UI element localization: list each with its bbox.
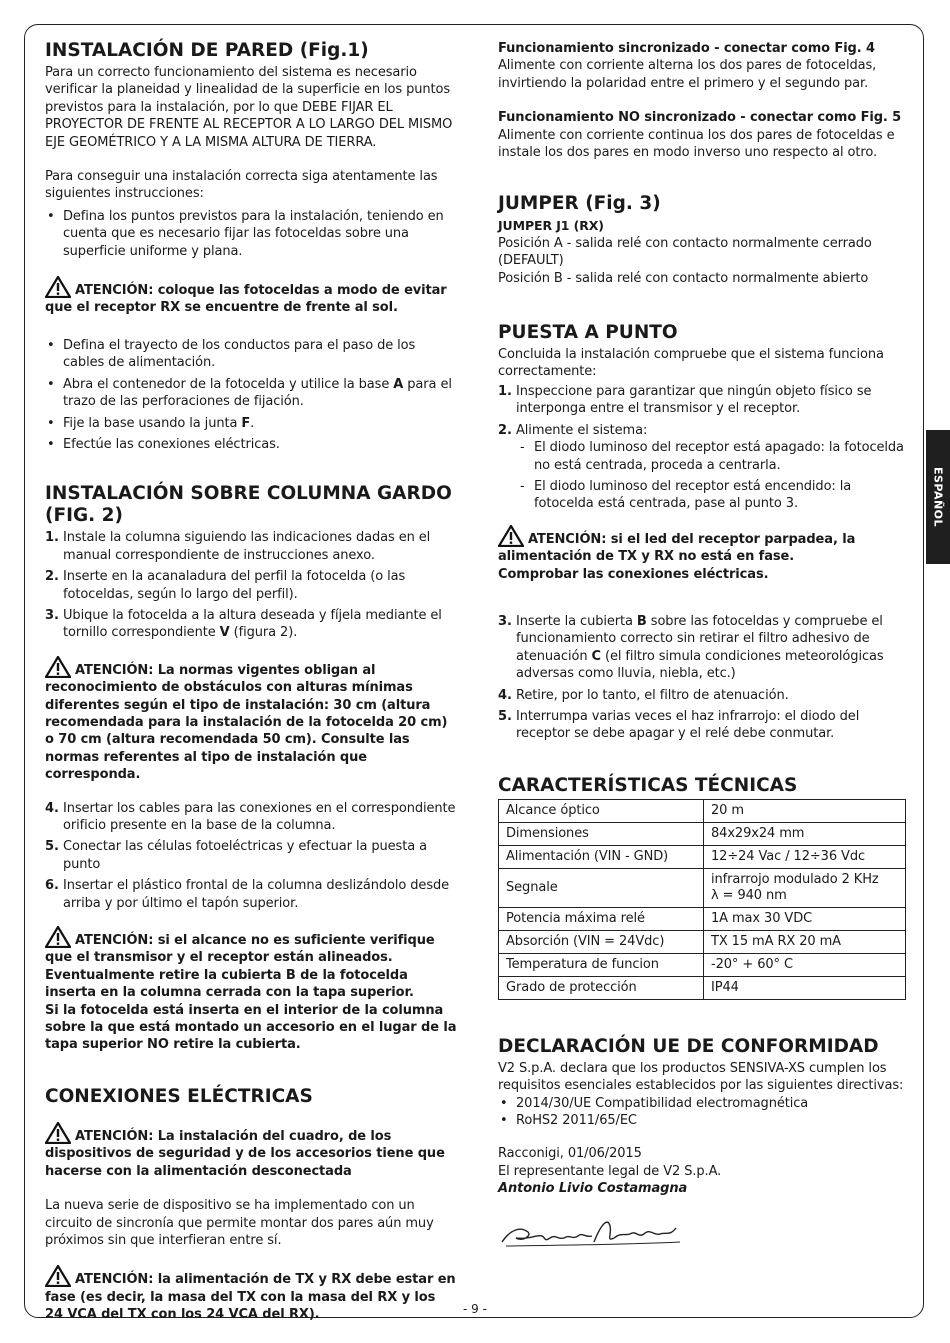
left-column: [45, 40, 457, 1324]
bullet-list: [45, 337, 457, 453]
list-item: - El diodo luminoso del receptor está apagado: la fotocelda no está centrada, proceda a centrarla.: [516, 439, 908, 474]
list-item: • Abra el contenedor de la fotocelda y utilice la base A para el trazo de las perforaciones de fijación.: [45, 376, 457, 411]
list-item: 4. Insertar los cables para las conexiones en el correspondiente orificio presente en la base de la columna.: [45, 800, 456, 833]
warning-icon: [45, 1129, 75, 1144]
list-item: • Defina el trayecto de los conductos para el paso de los cables de alimentación.: [45, 337, 457, 372]
language-tab-label: ESPAÑOL: [931, 466, 945, 528]
list-item: 2. Inserte en la acanaladura del perfil la fotocelda (o las fotoceldas, según lo largo del perfil).: [45, 569, 406, 602]
list-item: 4. Retire, por lo tanto, el filtro de atenuación.: [498, 687, 789, 703]
list-item: 5. Conectar las células fotoeléctricas y efectuar la puesta a punto: [45, 839, 427, 872]
section-title-specs: CARACTERÍSTICAS TÉCNICAS: [498, 774, 798, 796]
list-item: 3. Inserte la cubierta B sobre las fotoceldas y compruebe el funcionamiento correcto sin retirar el filtro adhesivo de atenuación C (el filtro simula condiciones meteorológicas adversas como lluvia, niebla, etc.): [498, 613, 884, 682]
warning-block: ATENCIÓN: si el alcance no es suficiente verifique que el transmisor y el receptor están alineados. Eventualmente retire la cubierta B de la fotocelda inserta en la columna cerrada con la tapa superior. Si la fotocelda está inserta en el interior de la columna sobre la que está montado un accesorio en el lugar de la tapa superior NO retire la cubierta.: [45, 926, 457, 1054]
list-item: • 2014/30/UE Compatibilidad electromagnética: [498, 1095, 908, 1112]
paragraph: Posición B - salida relé con contacto normalmente abierto: [498, 270, 869, 286]
list-item: • Fije la base usando la junta F.: [45, 415, 457, 432]
subheading: JUMPER J1 (RX): [498, 218, 604, 234]
list-item: - El diodo luminoso del receptor está encendido: la fotocelda está centrada, pase al punto 3.: [516, 478, 908, 513]
table-row: Grado de protección IP44: [499, 976, 906, 999]
signatory-name: Antonio Livio Costamagna: [498, 1181, 688, 1197]
table-row: Dimensiones 84x29x24 mm: [499, 822, 906, 845]
list-item: • Defina los puntos previstos para la instalación, teniendo en cuenta que es necesario fijar las fotoceldas sobre una superficie uniforme y plana.: [45, 208, 457, 260]
paragraph: Posición A - salida relé con contacto normalmente cerrado (DEFAULT): [498, 235, 872, 269]
warning-block: ATENCIÓN: si el led del receptor parpadea, la alimentación de TX y RX no está en fase. Comprobar las conexiones eléctricas.: [498, 525, 908, 583]
numbered-list: [498, 613, 908, 743]
list-item: 6. Insertar el plástico frontal de la columna deslizándolo desde arriba y por último el tapón superior.: [45, 878, 450, 911]
representative: El representante legal de V2 S.p.A.: [498, 1163, 722, 1179]
page-number: - 9 -: [463, 1302, 487, 1316]
subheading: Funcionamiento NO sincronizado - conectar como Fig. 5: [498, 110, 902, 126]
section-title-electrical: CONEXIONES ELÉCTRICAS: [45, 1085, 313, 1107]
bullet-list: [45, 208, 457, 260]
section-title-wall: INSTALACIÓN DE PARED (Fig.1): [45, 40, 369, 61]
paragraph: Alimente con corriente alterna los dos pares de fotoceldas, invirtiendo la polaridad entre el primero y el segundo par.: [498, 58, 877, 91]
signature: [498, 1212, 908, 1257]
warning-block: ATENCIÓN: La normas vigentes obligan al reconocimiento de obstáculos con alturas mínimas diferentes según el tipo de instalación: 30 cm (altura recomendada para la instalación de la fotocelda 20 cm) o 70 cm (altura recomendada 50 cm). Consulte las normas referentes al tipo de instalación que corresponda.: [45, 656, 457, 784]
list-item: • Efectúe las conexiones eléctricas.: [45, 436, 457, 453]
table-row: Alimentación (VIN - GND) 12÷24 Vac / 12÷36 Vdc: [499, 845, 906, 868]
table-row: Potencia máxima relé 1A max 30 VDC: [499, 907, 906, 930]
language-tab: [926, 430, 950, 564]
numbered-list: [45, 800, 457, 912]
table-row: Absorción (VIN = 24Vdc) TX 15 mA RX 20 mA: [499, 930, 906, 953]
list-item: 3. Ubique la fotocelda a la altura deseada y fíjela mediante el tornillo correspondiente V (figura 2).: [45, 607, 442, 641]
numbered-list: [498, 383, 908, 513]
warning-block: ATENCIÓN: La instalación del cuadro, de los dispositivos de seguridad y de los accesorios tiene que hacerse con la alimentación desconectada: [45, 1122, 457, 1180]
warning-icon: [45, 663, 75, 678]
list-item: 2. Alimente el sistema: - El diodo luminoso del receptor está apagado: la fotocelda no está centrada, proceda a centrarla. - El diodo luminoso del receptor está encendido: la fotocelda está centrada, pase al punto 3.: [498, 422, 908, 513]
table-row: Segnale infrarrojo modulado 2 KHz λ = 940 nm: [499, 868, 906, 907]
right-column: [498, 40, 908, 1257]
bullet-list: [498, 1095, 908, 1130]
list-item: • RoHS2 2011/65/EC: [498, 1112, 908, 1129]
section-title-setup: PUESTA A PUNTO: [498, 322, 678, 344]
list-item: 5. Interrumpa varias veces el haz infrarrojo: el diodo del receptor se debe apagar y el relé debe conmutar.: [498, 708, 860, 742]
paragraph: Alimente con corriente continua los dos pares de fotoceldas e instale los dos pares en modo inverso uno respecto al otro.: [498, 127, 895, 161]
numbered-list: [45, 529, 457, 641]
warning-icon: [45, 1272, 75, 1287]
section-title-jumper: JUMPER (Fig. 3): [498, 193, 661, 215]
warning-icon: [45, 933, 75, 948]
dash-list: [516, 439, 908, 513]
section-title-declaration: DECLARACIÓN UE DE CONFORMIDAD: [498, 1035, 879, 1057]
paragraph: V2 S.p.A. declara que los productos SENSIVA-XS cumplen los requisitos esenciales establecidos por las siguientes directivas:: [498, 1060, 904, 1094]
paragraph: La nueva serie de dispositivo se ha implementado con un circuito de sincronía que permite montar dos pares aún muy próximos sin que interfieran entre sí.: [45, 1198, 434, 1248]
paragraph: Para conseguir una instalación correcta siga atentamente las siguientes instrucciones:: [45, 169, 438, 202]
warning-icon: [45, 283, 75, 298]
table-row: Temperatura de funcion -20° + 60° C: [499, 953, 906, 976]
warning-block: ATENCIÓN: coloque las fotoceldas a modo de evitar que el receptor RX se encuentre de frente al sol.: [45, 276, 457, 317]
table-row: Alcance óptico 20 m: [499, 799, 906, 822]
subheading: Funcionamiento sincronizado - conectar como Fig. 4: [498, 41, 875, 56]
paragraph: Concluida la instalación compruebe que el sistema funciona correctamente:: [498, 347, 884, 380]
warning-icon: [498, 532, 528, 547]
date-place: Racconigi, 01/06/2015: [498, 1146, 642, 1162]
section-title-column: INSTALACIÓN SOBRE COLUMNA GARDO (FIG. 2): [45, 483, 452, 527]
list-item: 1. Inspeccione para garantizar que ningún objeto físico se interponga entre el transmisor y el receptor.: [498, 383, 872, 417]
spec-table: [498, 799, 906, 1000]
list-item: 1. Instale la columna siguiendo las indicaciones dadas en el manual correspondiente de instrucciones anexo.: [45, 530, 431, 563]
warning-block: ATENCIÓN: la alimentación de TX y RX debe estar en fase (es decir, la masa del TX con la masa del RX y los 24 VCA del TX con los 24 VCA del RX).: [45, 1265, 457, 1323]
paragraph: Para un correcto funcionamiento del sistema es necesario verificar la planeidad y linealidad de la superficie en los puntos previstos para la instalación, por lo que DEBE FIJAR EL PROYECTOR DE FRENTE AL RECEPTOR A LO LARGO DEL MISMO EJE GEOMÉTRICO Y A LA MISMA ALTURA DE TIERRA.: [45, 65, 453, 150]
